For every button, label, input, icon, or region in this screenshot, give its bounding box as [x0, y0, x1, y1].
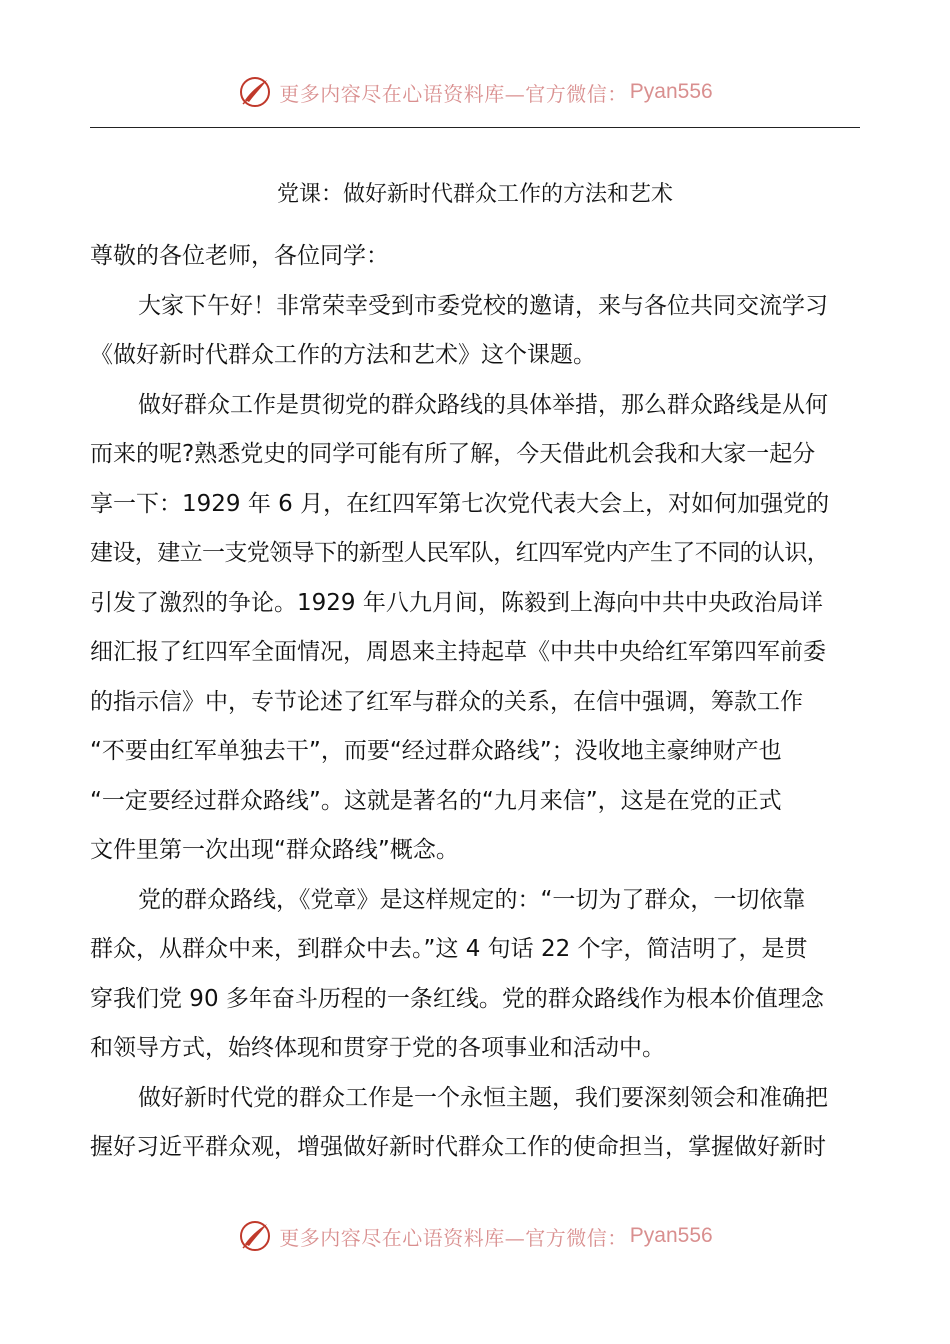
quill-logo-icon — [237, 1218, 273, 1254]
body-line: 引发了激烈的争论。1929 年八九月间，陈毅到上海向中共中央政治局详 — [90, 589, 823, 616]
watermark-wechat-id: Pyan556 — [629, 80, 713, 103]
body-line: 大家下午好！非常荣幸受到市委党校的邀请，来与各位共同交流学习 — [138, 292, 828, 319]
body-line: 党的群众路线，《党章》是这样规定的：“一切为了群众，一切依靠 — [138, 886, 806, 913]
watermark-wechat-id: Pyan556 — [629, 1224, 713, 1247]
body-line: 做好新时代党的群众工作是一个永恒主题，我们要深刻领会和准确把 — [138, 1084, 828, 1111]
body-line: 和领导方式，始终体现和贯穿于党的各项事业和活动中。 — [90, 1035, 665, 1061]
body-line: 《做好新时代群众工作的方法和艺术》这个课题。 — [90, 342, 596, 368]
body-line: 穿我们党 90 多年奋斗历程的一条红线。党的群众路线作为根本价值理念 — [90, 985, 824, 1012]
body-line: 建设，建立一支党领导下的新型人民军队，红四军党内产生了不同的认识， — [90, 540, 830, 566]
body-line: 细汇报了红四军全面情况，周恩来主持起草《中共中央给红军第四军前委 — [90, 639, 826, 665]
document-body — [90, 232, 870, 1173]
body-line: 的指示信》中，专节论述了红军与群众的关系，在信中强调，筹款工作 — [90, 688, 803, 715]
document-title: 党课：做好新时代群众工作的方法和艺术 — [276, 182, 673, 207]
salutation-line: 尊敬的各位老师，各位同学： — [90, 243, 389, 269]
body-line: 群众，从群众中来，到群众中去。”这 4 句话 22 个字，简洁明了，是贯 — [90, 936, 808, 962]
quill-logo-icon — [237, 74, 273, 110]
body-line: “不要由红军单独去干”，而要“经过群众路线”；没收地主豪绅财产也 — [90, 738, 782, 764]
body-line: 文件里第一次出现“群众路线”概念。 — [90, 837, 459, 863]
body-line: 享一下：1929 年 6 月，在红四军第七次党代表大会上，对如何加强党的 — [90, 490, 830, 517]
footer-watermark — [0, 1214, 950, 1258]
body-line: 而来的呢?熟悉党史的同学可能有所了解，今天借此机会我和大家一起分 — [90, 441, 816, 467]
header-divider — [90, 127, 860, 128]
body-line: “一定要经过群众路线”。这就是著名的“九月来信”，这是在党的正式 — [90, 787, 782, 814]
watermark-text: 更多内容尽在心语资料库—官方微信： — [279, 1225, 628, 1250]
body-line: 握好习近平群众观，增强做好新时代群众工作的使命担当，掌握做好新时 — [90, 1134, 826, 1160]
header-watermark — [0, 70, 950, 114]
body-line: 做好群众工作是贯彻党的群众路线的具体举措，那么群众路线是从何 — [138, 391, 828, 418]
watermark-text: 更多内容尽在心语资料库—官方微信： — [279, 81, 628, 106]
